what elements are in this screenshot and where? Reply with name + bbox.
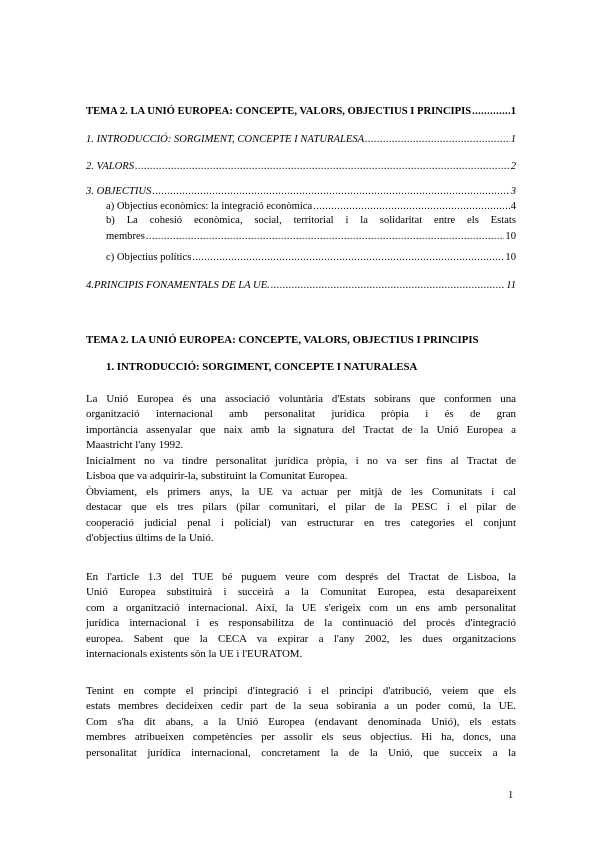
toc-entry-objectius-economics[interactable]: a) Objectius econòmics: la integració econòmica ..... 4 [106,198,516,214]
paragraph-4: En l'article 1.3 del TUE bé puguem veure com després del Tractat de Lisboa, la Unió Europea substituirà i succeirà a la Comunitat Europea, esta desapareixent com a organització internacional. Així, la UE s'erigeix com un ens amb personalitat jurídica internacional i es responsabilitza de la continuació del procés d'integració europea. Sabent que la CECA va expirar a l'any 2002, les dues organitzacions internacionals existents són la UE i l'EURATOM. [86,571,516,661]
toc-entry-objectius[interactable]: 3. OBJECTIUS ..... 3 [86,183,516,199]
toc-entry-cohesio[interactable]: b) La cohesió econòmica, social, territorial i la solidaritat entre els Estats membres ..... 10 [106,214,516,244]
toc-entry-objectius-politics[interactable]: c) Objectius polítics ..... 10 [106,249,516,265]
paragraph-5: Tenint en compte el principi d'integració i el principi d'atribució, veiem que els estats membres decideixen cedir part de la seua sobirania a un poder comú, la UE. Com s'ha dit abans, a la Unió Europea (endavant denominada Unió), els estats membres atribueixen competències per assolir els seus objectius. Hi ha, doncs, una personalitat jurídica internacional, concretament la de la Unió, que succeix a la [86,685,516,759]
section-heading: 1. INTRODUCCIÓ: SORGIMENT, CONCEPTE I NATURALESA [106,361,418,373]
paragraph-3: Òbviament, els primers anys, la UE va actuar per mitjà de les Comunitats i cal destacar que els tres pilars (pilar comunitari, el pilar de la PESC i el pilar de cooperació judicial penal i policial) van estructurar en tres categories el conjunt d'objectius últims de la Unió. [86,486,516,545]
paragraph-2: Inicialment no va tindre personalitat jurídica pròpia, i no va ser fins al Tractat de Lisboa que va adquirir-la, substituint la Comunitat Europea. [86,455,516,483]
page-number: 1 [508,790,514,801]
toc-entry-valors[interactable]: 2. VALORS ..... 2 [86,158,516,174]
chapter-heading: TEMA 2. LA UNIÓ EUROPEA: CONCEPTE, VALORS, OBJECTIUS I PRINCIPIS [86,334,479,346]
paragraph-1: La Unió Europea és una associació voluntària d'Estats sobirans que conformen una organització internacional amb personalitat jurídica pròpia i és de gran importància assenyalar que naix amb la signatura del Tractat de la Unió Europea a Maastricht l'any 1992. [86,393,516,452]
toc-entry-title[interactable]: TEMA 2. LA UNIÓ EUROPEA: CONCEPTE, VALORS, OBJECTIUS I PRINCIPIS ..... 1 [86,103,516,119]
toc-entry-introduccio[interactable]: 1. INTRODUCCIÓ: SORGIMENT, CONCEPTE I NATURALESA ..... 1 [86,131,516,147]
toc-entry-principis[interactable]: 4.PRINCIPIS FONAMENTALS DE LA UE. ..... 11 [86,277,516,293]
